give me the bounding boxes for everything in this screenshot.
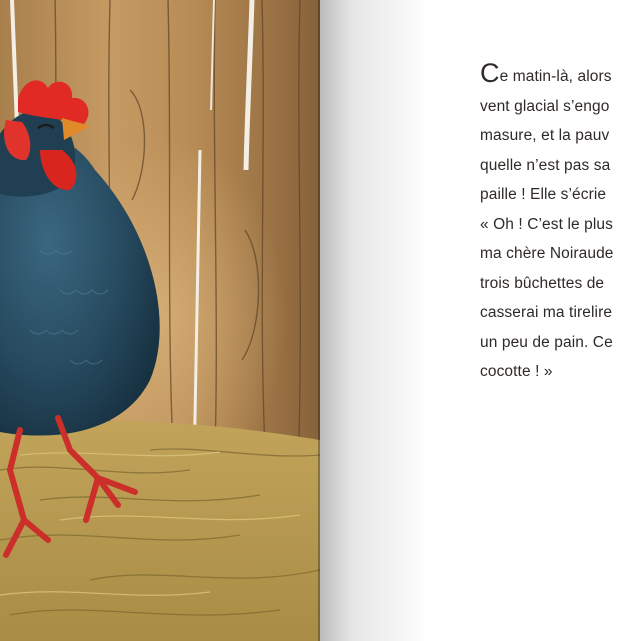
story-line-10: un peu de pain. Ce bbox=[480, 333, 613, 351]
story-line-11: cocotte ! » bbox=[480, 363, 553, 380]
drop-cap: C bbox=[480, 58, 500, 88]
story-line-6: « Oh ! C’est le plus bbox=[480, 215, 613, 233]
story-text bbox=[480, 58, 630, 387]
story-line-4: quelle n’est pas sa bbox=[480, 156, 611, 174]
story-line-1-text: e matin-là, alors bbox=[499, 68, 612, 85]
story-line-5: paille ! Elle s’écrie bbox=[480, 186, 607, 203]
text-page bbox=[320, 0, 630, 641]
story-line-1 bbox=[480, 58, 630, 92]
story-line-7: ma chère Noiraude bbox=[480, 245, 614, 262]
story-line-9: casserai ma tirelire bbox=[480, 304, 613, 321]
story-line-2: vent glacial s’engo bbox=[480, 97, 610, 115]
story-line-8: trois bûchettes de bbox=[480, 274, 605, 292]
story-line-3: masure, et la pauv bbox=[480, 127, 610, 144]
